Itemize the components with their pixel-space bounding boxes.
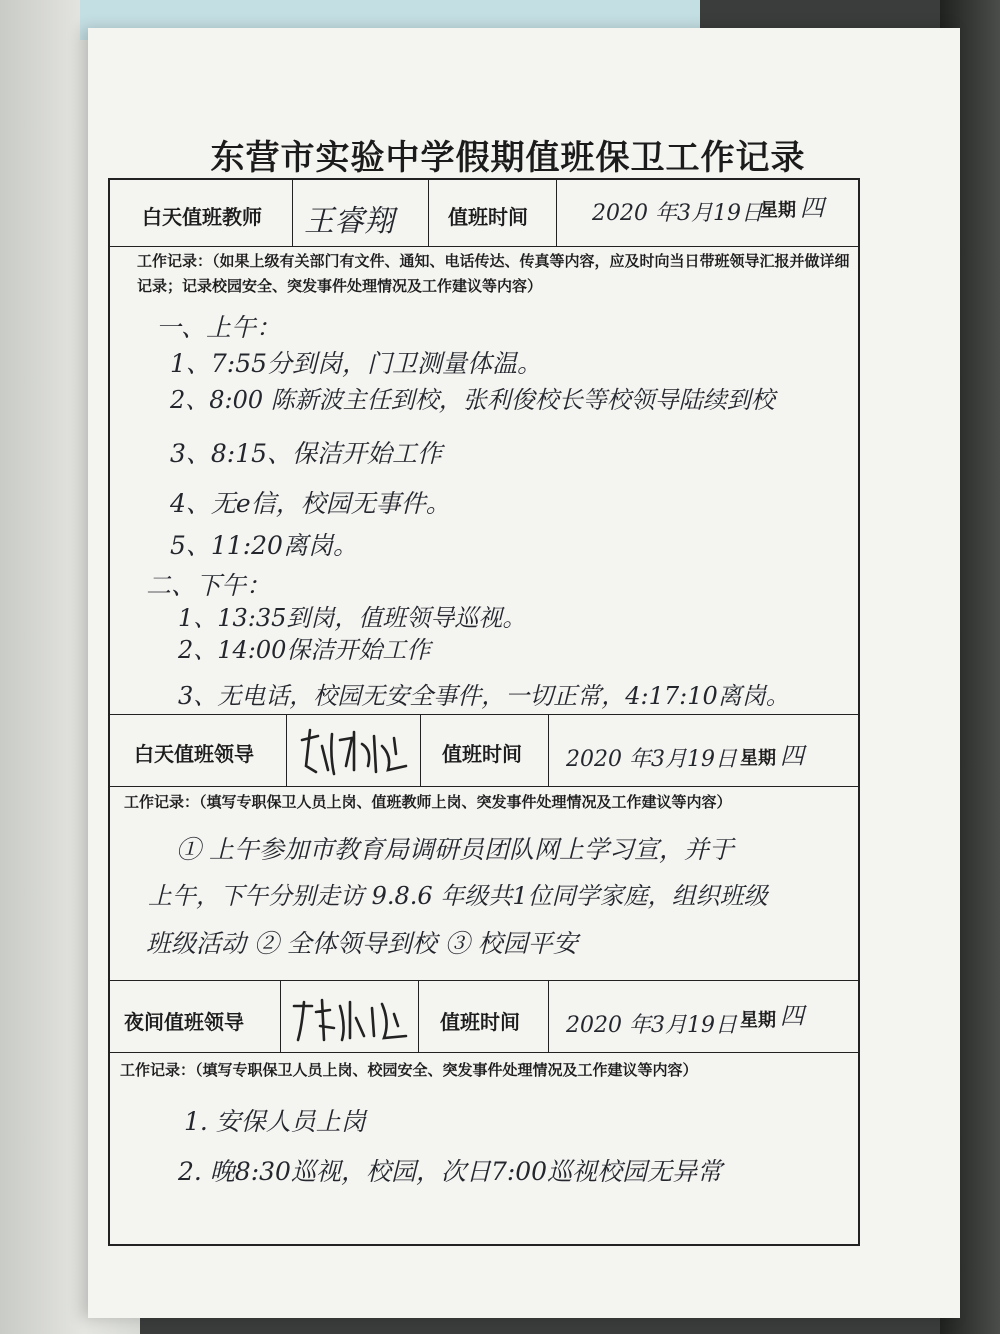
day-teacher-weekday: 四 [800,194,824,222]
night-leader-signature [290,996,412,1048]
row-divider [108,1052,860,1053]
day-leader-signature [296,726,414,780]
day-teacher-record-line: 一、上午： [156,313,282,342]
day-teacher-record-line: 1、13:35到岗，值班领导巡视。 [178,604,527,632]
day-teacher-record-line: 3、8:15、保洁开始工作 [170,439,443,468]
night-leader-record-line: 1. 安保人员上岗 [184,1107,366,1136]
day-teacher-time-label: 值班时间 [448,205,528,229]
row-divider [108,714,860,715]
night-leader-date: 2020 年3月19日 [566,1013,737,1038]
day-teacher-record-line: 二、下午： [146,571,272,600]
cell-divider [428,178,429,246]
row-divider [108,246,860,247]
day-leader-weekday-label: 星期 [740,748,776,769]
day-leader-record-line: 班级活动 ② 全体领导到校 ③ 校园平安 [146,929,578,958]
night-leader-record-line: 2. 晚8:30巡视，校园，次日7:00巡视校园无异常 [178,1157,723,1186]
day-teacher-record-line: 2、14:00保洁开始工作 [178,636,431,664]
night-leader-record-instruction: 工作记录：（填写专职保卫人员上岗、校园安全、突发事件处理情况及工作建议等内容） [120,1061,698,1079]
day-teacher-record-line: 3、无电话，校园无安全事件，一切正常，4:17:10离岗。 [178,682,790,710]
day-leader-record-line: 上午，下午分别走访 9.8.6 年级共1位同学家庭，组织班级 [148,882,768,910]
day-teacher-weekday-label: 星期 [760,200,796,221]
row-divider [108,980,860,981]
day-teacher-date: 2020 年3月19日 [592,201,763,226]
cell-divider [286,714,287,786]
day-leader-label: 白天值班领导 [134,742,254,766]
cell-divider [292,178,293,246]
cell-divider [280,980,281,1052]
day-leader-weekday: 四 [780,742,804,770]
cell-divider [556,178,557,246]
night-leader-time-label: 值班时间 [440,1010,520,1034]
night-leader-label: 夜间值班领导 [124,1010,244,1034]
day-leader-record-instruction: 工作记录：（填写专职保卫人员上岗、值班教师上岗、突发事件处理情况及工作建议等内容） [124,793,732,811]
day-teacher-record-line: 2、8:00 陈新波主任到校，张利俊校长等校领导陆续到校 [170,386,775,414]
day-leader-time-label: 值班时间 [442,742,522,766]
page-title: 东营市实验中学假期值班保卫工作记录 [210,138,806,178]
cell-divider [548,980,549,1052]
cell-divider [420,714,421,786]
day-teacher-record-instruction: 工作记录：（如果上级有关部门有文件、通知、电话传达、传真等内容，应及时向当日带班领导汇报并做详细记录；记录校园安全、突发事件处理情况及工作建议等内容） [137,252,850,295]
day-teacher-record-line: 4、无e信，校园无事件。 [170,489,451,518]
day-teacher-name: 王睿翔 [304,204,394,239]
cell-divider [548,714,549,786]
cell-divider [418,980,419,1052]
day-leader-record-line: ① 上午参加市教育局调研员团队网上学习宣，并于 [176,835,734,864]
day-leader-date: 2020 年3月19日 [566,747,737,772]
night-leader-weekday-label: 星期 [740,1010,776,1031]
row-divider [108,786,860,787]
night-leader-weekday: 四 [780,1002,804,1030]
day-teacher-record-line: 5、11:20离岗。 [170,531,358,560]
day-teacher-record-line: 1、7:55分到岗，门卫测量体温。 [170,349,543,378]
day-teacher-label: 白天值班教师 [142,205,262,229]
